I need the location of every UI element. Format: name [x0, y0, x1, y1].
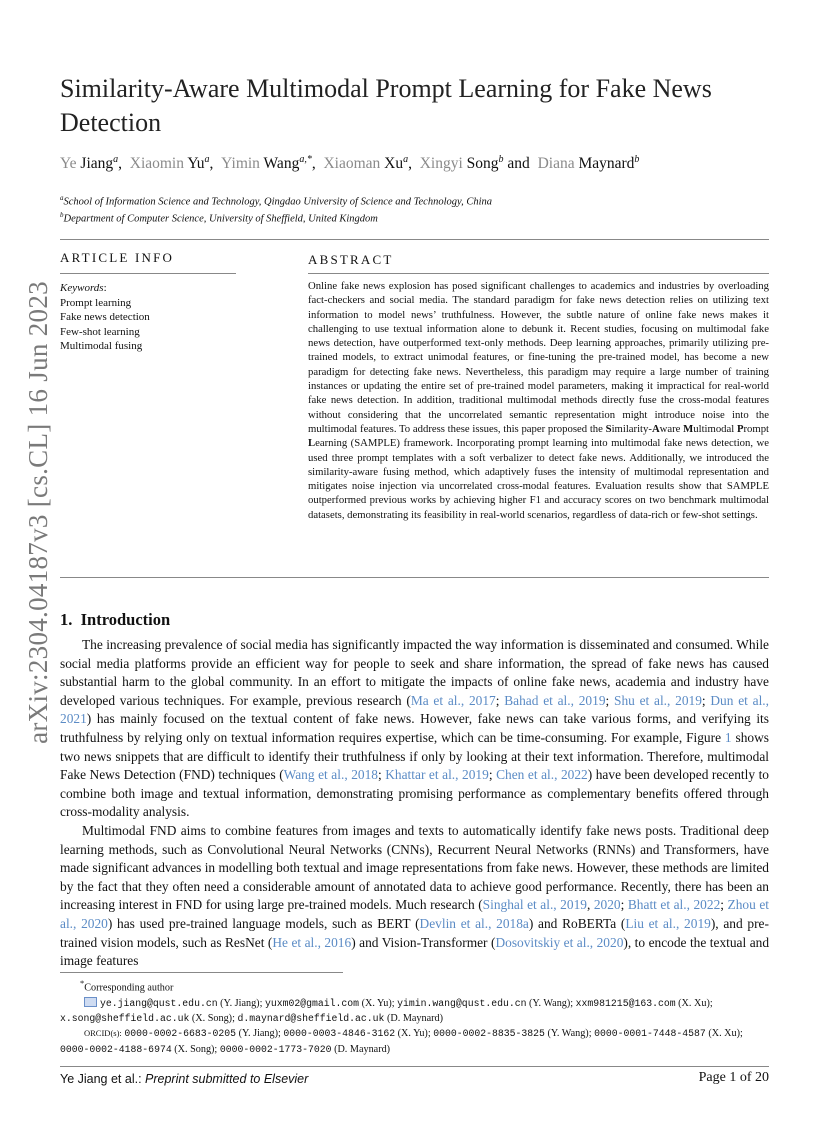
paragraph: Multimodal FND aims to combine features from images and texts to automatically identify fake news posts. Traditional deep learning methods, such as Convolutional Neural Networks (CNNs), Recurrent Neural Networks (RNNs) and Transformers, have made significant advances in modelling both textual and image representations from fake news. However, these methods are limited by the fact that they often need a considerable amount of annotated data to achieve good performance. Recently, there has been an increasing interest in FND for using large pre-trained models. Much research (Singhal et al., 2019, 2020; Bhatt et al., 2022; Zhou et al., 2020) has used pre-trained language models, such as BERT (Devlin et al., 2018a) and RoBERTa (Liu et al., 2019), and pre-trained vision models, such as ResNet (He et al., 2016) and Vision-Transformer (Dosovitskiy et al., 2020), to encode the textual and image features — [60, 822, 770, 969]
keyword: Fake news detection — [60, 311, 150, 323]
citation-link[interactable]: 2020 — [593, 897, 621, 913]
author-first-name: Ye — [60, 155, 77, 173]
email-list: ye.jiang@qust.edu.cn (Y. Jiang); yuxm02@gmail.com (X. Yu); yimin.wang@qust.edu.cn (Y. Wang); xxm981215@163.com (X. Xu); x.song@sheffield.ac.uk (X. Song); d.maynard@sheffield.ac.uk (D. Maynard) — [60, 997, 713, 1024]
citation-link[interactable]: Khattar et al., 2019 — [385, 767, 489, 783]
author-affiliation-mark: b — [498, 154, 504, 165]
email-address[interactable]: x.song@sheffield.ac.uk — [60, 1012, 190, 1024]
running-footer: Ye Jiang et al.: Preprint submitted to Elsevier — [60, 1072, 309, 1086]
citation-link[interactable]: Devlin et al., 2018a — [419, 915, 529, 931]
orcid-label: ORCID(s): — [84, 1028, 122, 1039]
citation-link[interactable]: 1 — [724, 729, 732, 745]
page-number: Page 1 of 20 — [698, 1070, 769, 1085]
email-address[interactable]: yimin.wang@qust.edu.cn — [397, 997, 527, 1009]
author-first-name: Xiaoman — [323, 155, 381, 173]
arxiv-stamp: arXiv:2304.04187v3 [cs.CL] 16 Jun 2023 — [22, 281, 53, 744]
article-info-heading: ARTICLE INFO — [60, 250, 175, 265]
acronym-rest: ware — [659, 422, 684, 435]
citation-link[interactable]: Bahad et al., 2019 — [504, 692, 606, 708]
author-last-name: Maynard — [578, 155, 635, 173]
abstract-heading: ABSTRACT — [308, 252, 394, 267]
keyword: Multimodal fusing — [60, 340, 143, 352]
body-text — [60, 636, 769, 971]
acronym-rest: ultimodal — [693, 422, 737, 435]
orcid-list: ORCID(s): 0000-0002-6683-0205 (Y. Jiang); 0000-0003-4846-3162 (X. Yu); 0000-0002-8835-3825 (Y. Wang); 0000-0001-7448-4587 (X. Xu); 0000-0002-4188-6974 (X. Song); 0000-0002-1773-7020 (D. Maynard) — [60, 1028, 743, 1055]
envelope-icon — [84, 997, 97, 1007]
citation-link[interactable]: Bhatt et al., 2022 — [627, 897, 721, 913]
author-first-name: Yimin — [221, 155, 260, 173]
abstract-text: Online fake news explosion has posed significant challenges to academics and industries by overloading fact-checkers and social media. The standard paradigm for fake news detection relies on utilizing text information to model news’ truthfulness. However, the subtle nature of online fake news makes it challenging to use textual information alone to debunk it. Recent studies, focusing on multimodal fake news detection, have outperformed text-only methods. Deep learning approaches, primarily utilizing pre-trained models, to extract unimodal features, or fine-tuning the pre-trained model, has become a new paradigm for detecting fake news. Nevertheless, this paradigm may require a large number of training instances or updating the entire set of pre-trained model parameters, making it impractical for real-world fake news detection. In addition, traditional multimodal methods directly fuse the cross-modal features without considering that the uncorrelated semantic representation might introduce noise into the multimodal features. To address these issues, this paper proposed the Similarity-Aware Multimodal Prompt Learning (SAMPLE) framework. Incorporating prompt learning into multimodal fake news detection, we used three prompt templates with a soft verbalizer to detect fake news. Additionally, we introduced the similarity-aware fusing method, which adaptively fuses the intensity of multimodal representation and mitigates noise injection via uncorrelated cross-modal features. Evaluation results show that SAMPLE outperformed previous works by achieving higher F1 and accuracy scores on two benchmark multimodal datasets, demonstrating its feasibility in real-world scenarios, regardless of data-rich or few-shot settings. — [308, 280, 770, 521]
author-last-name: Song — [466, 155, 499, 173]
author-affiliation-mark: b — [634, 154, 640, 165]
email-address[interactable]: xxm981215@163.com — [575, 997, 676, 1009]
author-first-name: Xingyi — [419, 155, 463, 173]
citation-link[interactable]: Wang et al., 2018 — [283, 767, 378, 783]
acronym-rest: imilarity- — [611, 422, 652, 435]
acronym-rest: rompt — [743, 422, 770, 435]
orcid-id: 0000-0001-7448-4587 — [594, 1028, 706, 1040]
orcid-id: 0000-0002-4188-6974 — [60, 1043, 172, 1055]
keyword: Prompt learning — [60, 296, 132, 309]
acronym-letter: A — [651, 422, 660, 435]
citation-link[interactable]: Dosovitskiy et al., 2020 — [495, 934, 624, 950]
keywords-block: Keywords: Prompt learning Fake news detection Few-shot learning Multimodal fusing — [60, 282, 150, 352]
section-heading: 1. Introduction — [60, 610, 171, 629]
keywords-label: Keywords — [60, 282, 104, 294]
orcid-id: 0000-0003-4846-3162 — [283, 1028, 396, 1040]
orcid-id: 0000-0002-6683-0205 — [124, 1028, 237, 1040]
orcid-id: 0000-0002-8835-3825 — [433, 1028, 545, 1040]
author — [60, 155, 118, 172]
orcid-id: 0000-0002-1773-7020 — [219, 1043, 332, 1055]
abstract-divider — [60, 577, 769, 578]
author-first-name: Xiaomin — [129, 155, 184, 173]
paragraph: The increasing prevalence of social media has significantly impacted the way information is disseminated and consumed. While social media platforms provide an efficient way for people to seek and share information, the spread of fake news has caused substantial harm to the global community. In an effort to mitigate the impacts of online fake news, academia and industry have developed various techniques. For example, previous research (Ma et al., 2017; Bahad et al., 2019; Shu et al., 2019; Dun et al., 2021) has mainly focused on the textual content of fake news. However, fake news can take various forms, and verifying its truthfulness by relying only on textual information requires expertise, which can be time-consuming. For example, Figure 1 shows two news snippets that are difficult to identify their truthfulness if only by looking at their text information. Therefore, multimodal Fake News Detection (FND) techniques (Wang et al., 2018; Khattar et al., 2019; Chen et al., 2022) have been developed recently to combine both image and textual information, demonstrating promising performance as complementary benefits offered through cross-modality analysis. — [60, 637, 769, 820]
citation-link[interactable]: Liu et al., 2019 — [625, 915, 711, 931]
footer-rule — [60, 1066, 769, 1067]
article-info-rule — [60, 273, 236, 274]
author — [538, 155, 640, 172]
author-affiliation-mark: a — [113, 154, 119, 165]
citation-link[interactable]: Ma et al., 2017 — [410, 692, 496, 708]
citation-link[interactable]: Dun et al., 2021 — [60, 692, 769, 727]
acronym-letter: S — [605, 422, 612, 435]
author — [420, 155, 504, 172]
author-last-name: Jiang — [80, 155, 114, 173]
citation-link[interactable]: Singhal et al., 2019 — [482, 897, 587, 913]
author-affiliation-mark: a — [403, 154, 409, 165]
acronym-rest: earning — [315, 437, 348, 450]
author — [323, 155, 408, 172]
author-last-name: Xu — [384, 155, 404, 173]
author-affiliation-mark: a — [204, 154, 210, 165]
author-first-name: Diana — [537, 155, 575, 173]
keyword: Few-shot learning — [60, 325, 140, 338]
corresponding-note: *Corresponding author — [80, 978, 174, 994]
acronym-letter: P — [736, 422, 744, 435]
email-address[interactable]: d.maynard@sheffield.ac.uk — [237, 1012, 385, 1024]
email-address[interactable]: yuxm02@gmail.com — [264, 997, 360, 1009]
affiliation-a: $^a$School of Information Science and Technology, Qingdao University of Science and Technology, China — [60, 194, 492, 208]
affiliation-b: $^b$Department of Computer Science, University of Sheffield, United Kingdom — [60, 211, 378, 225]
author-affiliation-mark: a,* — [299, 154, 312, 165]
header-divider — [60, 239, 769, 240]
footnote-rule — [60, 972, 343, 973]
author-last-name: Wang — [263, 155, 300, 173]
email-address[interactable]: ye.jiang@qust.edu.cn — [100, 997, 218, 1009]
paper-title: Similarity-Aware Multimodal Prompt Learning for Fake News Detection — [60, 74, 712, 137]
citation-link[interactable]: Chen et al., 2022 — [496, 767, 588, 783]
author — [130, 155, 210, 172]
author — [221, 155, 312, 172]
author-list: Ye Jiang$^a$, Xiaomin Yu$^a$, Yimin Wang$^{a,*}$, Xiaoman Xu$^a$, Xingyi Song$^b$ and Diana Maynard$^b$ — [60, 154, 640, 173]
acronym-letter: L — [308, 437, 316, 450]
citation-link[interactable]: Shu et al., 2019 — [614, 692, 702, 708]
author-last-name: Yu — [187, 155, 205, 173]
citation-link[interactable]: Zhou et al., 2020 — [60, 897, 769, 931]
acronym-letter: M — [683, 422, 694, 435]
citation-link[interactable]: He et al., 2016 — [272, 934, 352, 950]
footnotes — [60, 976, 769, 1057]
abstract-rule — [308, 273, 769, 274]
